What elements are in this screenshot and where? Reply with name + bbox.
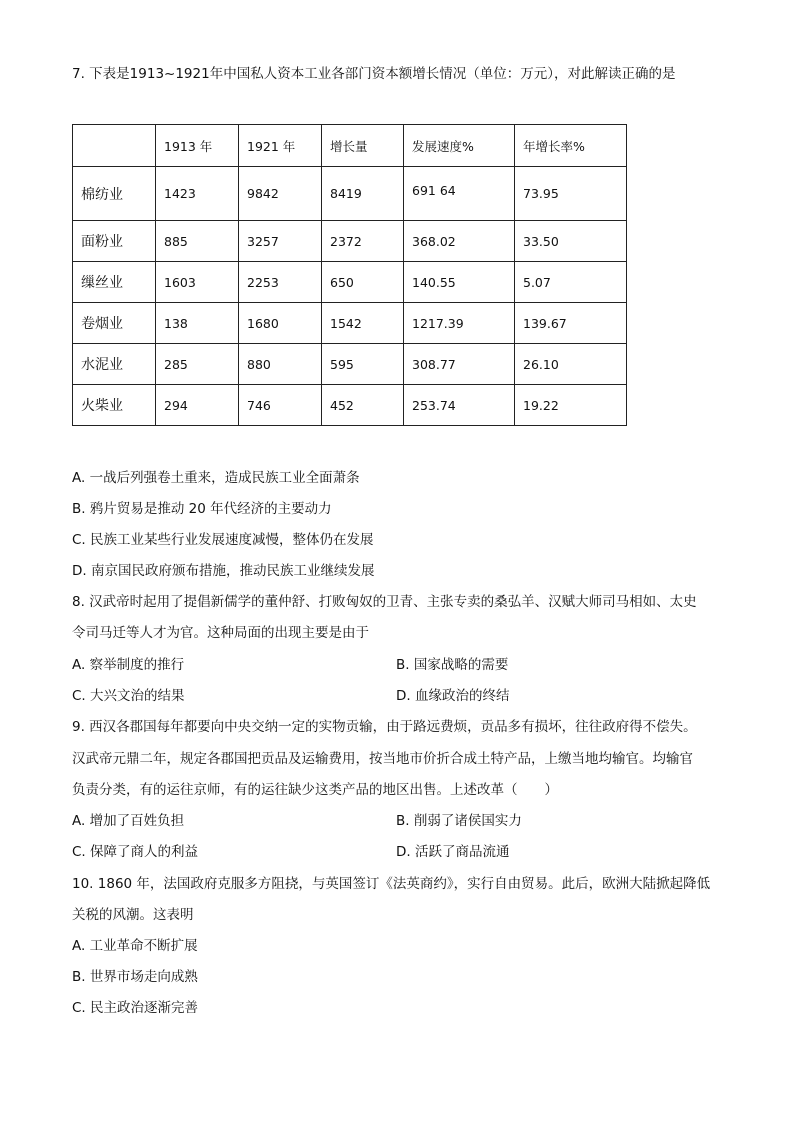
table-cell: 294: [156, 385, 239, 426]
table-cell: 19.22: [515, 385, 627, 426]
table-cell: 139.67: [515, 303, 627, 344]
table-row: [73, 303, 627, 344]
q7-option-d[interactable]: D. 南京国民政府颁布措施，推动民族工业继续发展: [72, 563, 375, 579]
table-cell: 691 64: [404, 167, 515, 221]
table-cell: 452: [322, 385, 404, 426]
table-row: [73, 221, 627, 262]
table-header-cell: 增长量: [322, 125, 404, 167]
table-cell: 885: [156, 221, 239, 262]
table-header-cell: 1913 年: [156, 125, 239, 167]
table-header-cell: 年增长率%: [515, 125, 627, 167]
table-cell: 2372: [322, 221, 404, 262]
q8-option-b[interactable]: B. 国家战略的需要: [396, 657, 509, 673]
q9-stem-line-3: 负责分类，有的运往京师，有的运往缺少这类产品的地区出售。上述改革（ ）: [72, 782, 558, 798]
capital-growth-table: [72, 124, 627, 426]
table-cell: 棉纺业: [73, 167, 156, 221]
q9-option-c[interactable]: C. 保障了商人的利益: [72, 844, 199, 860]
table-cell: 2253: [239, 262, 322, 303]
q9-stem-line-2: 汉武帝元鼎二年，规定各郡国把贡品及运输费用，按当地市价折合成土特产品，上缴当地均输官。均输官: [72, 751, 693, 767]
q9-option-d[interactable]: D. 活跃了商品流通: [396, 844, 510, 860]
q8-stem-line-1: 8. 汉武帝时起用了提倡新儒学的董仲舒、打败匈奴的卫青、主张专卖的桑弘羊、汉赋大师司马相如、太史: [72, 594, 697, 610]
q10-stem-line-2: 关税的风潮。这表明: [72, 907, 194, 923]
q9-stem-line-1: 9. 西汉各郡国每年都要向中央交纳一定的实物贡输，由于路远费烦，贡品多有损坏，往往政府得不偿失。: [72, 719, 697, 735]
table-cell: 5.07: [515, 262, 627, 303]
table-cell: 8419: [322, 167, 404, 221]
q8-option-c[interactable]: C. 大兴文治的结果: [72, 688, 185, 704]
table-header-cell: [73, 125, 156, 167]
table-cell: 1542: [322, 303, 404, 344]
table-row: [73, 262, 627, 303]
q7-option-b[interactable]: B. 鸦片贸易是推动 20 年代经济的主要动力: [72, 501, 332, 517]
table-cell: 746: [239, 385, 322, 426]
table-cell: 138: [156, 303, 239, 344]
q10-option-b[interactable]: B. 世界市场走向成熟: [72, 969, 198, 985]
table-cell: 3257: [239, 221, 322, 262]
table-cell: 880: [239, 344, 322, 385]
table-cell: 33.50: [515, 221, 627, 262]
table-cell: 308.77: [404, 344, 515, 385]
q8-stem-line-2: 令司马迁等人才为官。这种局面的出现主要是由于: [72, 625, 369, 641]
q8-option-a[interactable]: A. 察举制度的推行: [72, 657, 185, 673]
table-cell: 水泥业: [73, 344, 156, 385]
q7-option-c[interactable]: C. 民族工业某些行业发展速度减慢，整体仍在发展: [72, 532, 374, 548]
table-header-row: [73, 125, 627, 167]
table-cell: 1603: [156, 262, 239, 303]
q7-option-a[interactable]: A. 一战后列强卷土重来，造成民族工业全面萧条: [72, 470, 360, 486]
q8-option-d[interactable]: D. 血缘政治的终结: [396, 688, 510, 704]
q10-option-c[interactable]: C. 民主政治逐渐完善: [72, 1000, 199, 1016]
table-cell: 9842: [239, 167, 322, 221]
q9-option-a[interactable]: A. 增加了百姓负担: [72, 813, 185, 829]
table-row: [73, 344, 627, 385]
table-cell: 1217.39: [404, 303, 515, 344]
table-cell: 1423: [156, 167, 239, 221]
table-cell: 595: [322, 344, 404, 385]
table-row: [73, 385, 627, 426]
table-cell: 面粉业: [73, 221, 156, 262]
table-row: [73, 167, 627, 221]
table-cell: 缫丝业: [73, 262, 156, 303]
table-cell: 650: [322, 262, 404, 303]
table-header-cell: 发展速度%: [404, 125, 515, 167]
table-cell: 73.95: [515, 167, 627, 221]
table-cell: 26.10: [515, 344, 627, 385]
table-cell: 253.74: [404, 385, 515, 426]
q7-stem: 7. 下表是1913~1921年中国私人资本工业各部门资本额增长情况（单位：万元），对此解读正确的是: [72, 66, 676, 82]
table-cell: 140.55: [404, 262, 515, 303]
table-cell: 火柴业: [73, 385, 156, 426]
table-header-cell: 1921 年: [239, 125, 322, 167]
q10-option-a[interactable]: A. 工业革命不断扩展: [72, 938, 198, 954]
q10-stem-line-1: 10. 1860 年，法国政府克服多方阻挠，与英国签订《法英商约》，实行自由贸易。此后，欧洲大陆掀起降低: [72, 876, 711, 892]
table-cell: 1680: [239, 303, 322, 344]
table-cell: 368.02: [404, 221, 515, 262]
table-cell: 卷烟业: [73, 303, 156, 344]
q9-option-b[interactable]: B. 削弱了诸侯国实力: [396, 813, 522, 829]
table-cell: 285: [156, 344, 239, 385]
